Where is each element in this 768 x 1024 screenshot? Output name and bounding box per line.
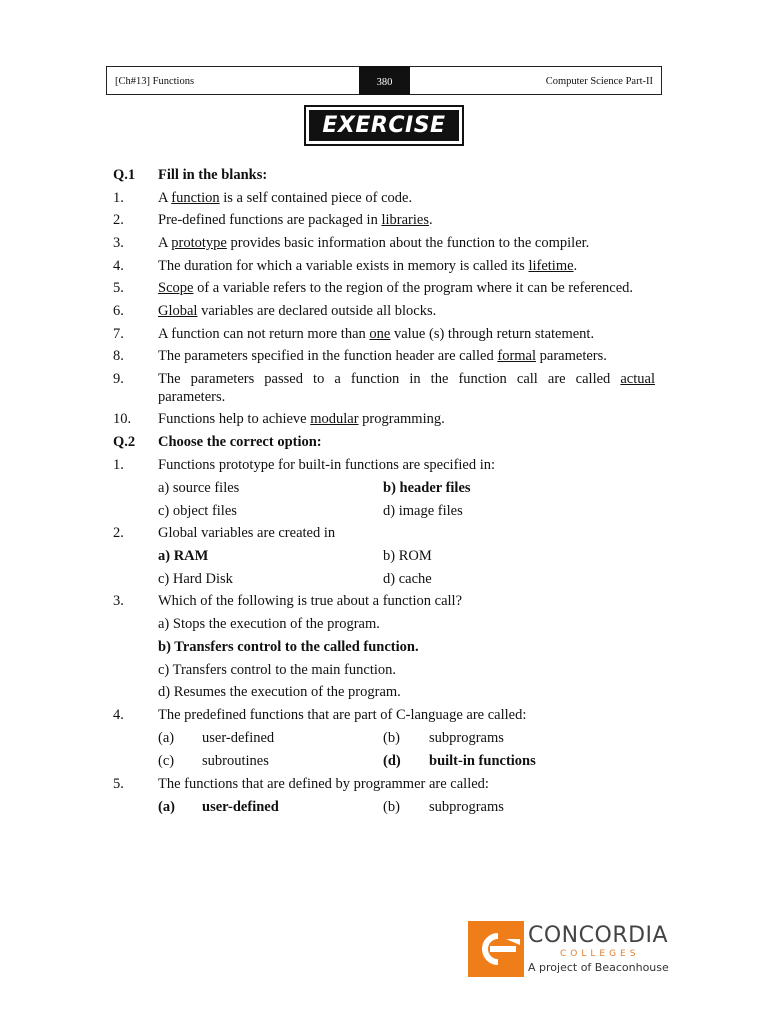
mcq-3-option-d: d) Resumes the execution of the program. xyxy=(158,684,401,700)
mcq-3-option-c: c) Transfers control to the main function. xyxy=(158,662,396,678)
book-title: Computer Science Part-II xyxy=(545,76,653,87)
mcq-2-question: Global variables are created in xyxy=(158,525,336,541)
mcq-1-option-d: d) image files xyxy=(383,503,463,519)
answer: Scope xyxy=(158,280,194,296)
mcq-4-option-c-label: (c) xyxy=(158,753,175,769)
answer: formal xyxy=(497,348,537,364)
mcq-2-number: 2. xyxy=(113,525,124,541)
q1-item-6-number: 6. xyxy=(113,303,124,319)
answer: Global xyxy=(158,303,198,319)
q1-item-9-continuation: parameters. xyxy=(158,389,226,405)
mcq-4-option-c: subroutines xyxy=(202,753,269,769)
logo-name: CONCORDIA xyxy=(528,923,669,948)
q1-title: Fill in the blanks: xyxy=(158,167,268,183)
page-header xyxy=(106,66,662,95)
q1-item-4-number: 4. xyxy=(113,258,124,274)
q1-item-8: The parameters specified in the function header are called formal parameters. xyxy=(158,348,607,364)
mcq-1-question: Functions prototype for built-in functions are specified in: xyxy=(158,457,496,473)
answer: modular xyxy=(310,411,359,427)
answer: lifetime xyxy=(528,258,574,274)
mcq-2-option-b: b) ROM xyxy=(383,548,432,564)
q2-number: Q.2 xyxy=(113,434,136,450)
q1-item-9-number: 9. xyxy=(113,371,124,387)
answer: one xyxy=(369,326,391,342)
mcq-1-option-b-correct: b) header files xyxy=(383,480,471,496)
mcq-4-option-a: user-defined xyxy=(202,730,275,746)
answer: actual xyxy=(620,371,655,387)
mcq-5-number: 5. xyxy=(113,776,124,792)
mcq-5-option-a-correct: user-defined xyxy=(202,799,279,815)
q1-item-6: Global variables are declared outside all blocks. xyxy=(158,303,437,319)
mcq-1-option-a: a) source files xyxy=(158,480,240,496)
mcq-4-option-d-correct: built-in functions xyxy=(429,753,536,769)
q1-item-2-number: 2. xyxy=(113,212,124,228)
mcq-2-option-a-correct: a) RAM xyxy=(158,548,209,564)
answer: function xyxy=(171,190,220,206)
mcq-1-option-c: c) object files xyxy=(158,503,237,519)
q1-item-5-number: 5. xyxy=(113,280,124,296)
mcq-4-option-b: subprograms xyxy=(429,730,504,746)
q1-item-2: Pre-defined functions are packaged in libraries. xyxy=(158,212,433,228)
mcq-5-option-b: subprograms xyxy=(429,799,504,815)
page-number: 380 xyxy=(359,66,410,95)
q1-item-8-number: 8. xyxy=(113,348,124,364)
mcq-4-option-a-label: (a) xyxy=(158,730,175,746)
q1-item-7: A function can not return more than one value (s) through return statement. xyxy=(158,326,595,342)
answer: prototype xyxy=(171,235,227,251)
mcq-2-option-d: d) cache xyxy=(383,571,432,587)
q1-item-9: The parameters passed to a function in the function call are called actual xyxy=(158,371,655,387)
mcq-2-option-c: c) Hard Disk xyxy=(158,571,233,587)
q1-number: Q.1 xyxy=(113,167,136,183)
q1-item-4: The duration for which a variable exists in memory is called its lifetime. xyxy=(158,258,578,274)
answer: libraries xyxy=(381,212,429,228)
q1-item-1: A function is a self contained piece of code. xyxy=(158,190,413,206)
exercise-banner-text: EXERCISE xyxy=(309,110,459,141)
mcq-5-option-a-label: (a) xyxy=(158,799,175,815)
mcq-4-option-d-label: (d) xyxy=(383,753,401,769)
mcq-4-question: The predefined functions that are part of C-language are called: xyxy=(158,707,527,723)
q1-item-1-number: 1. xyxy=(113,190,124,206)
q1-item-5: Scope of a variable refers to the region of the program where it can be referenced. xyxy=(158,280,634,296)
q1-item-3: A prototype provides basic information about the function to the compiler. xyxy=(158,235,590,251)
logo-sub: COLLEGES xyxy=(560,949,640,959)
q1-item-7-number: 7. xyxy=(113,326,124,342)
concordia-logo-mark-icon xyxy=(468,921,524,977)
q2-title: Choose the correct option: xyxy=(158,434,322,450)
chapter-title: [Ch#13] Functions xyxy=(115,76,195,87)
mcq-1-number: 1. xyxy=(113,457,124,473)
mcq-4-number: 4. xyxy=(113,707,124,723)
mcq-4-option-b-label: (b) xyxy=(383,730,400,746)
mcq-3-option-b-correct: b) Transfers control to the called function. xyxy=(158,639,419,655)
exercise-banner xyxy=(304,105,464,146)
q1-item-10: Functions help to achieve modular programming. xyxy=(158,411,445,427)
logo-tagline: A project of Beaconhouse xyxy=(528,961,669,974)
q1-item-3-number: 3. xyxy=(113,235,124,251)
mcq-3-question: Which of the following is true about a function call? xyxy=(158,593,463,609)
mcq-5-option-b-label: (b) xyxy=(383,799,400,815)
mcq-3-option-a: a) Stops the execution of the program. xyxy=(158,616,380,632)
mcq-5-question: The functions that are defined by programmer are called: xyxy=(158,776,489,792)
mcq-3-number: 3. xyxy=(113,593,124,609)
q1-item-10-number: 10. xyxy=(113,411,132,427)
